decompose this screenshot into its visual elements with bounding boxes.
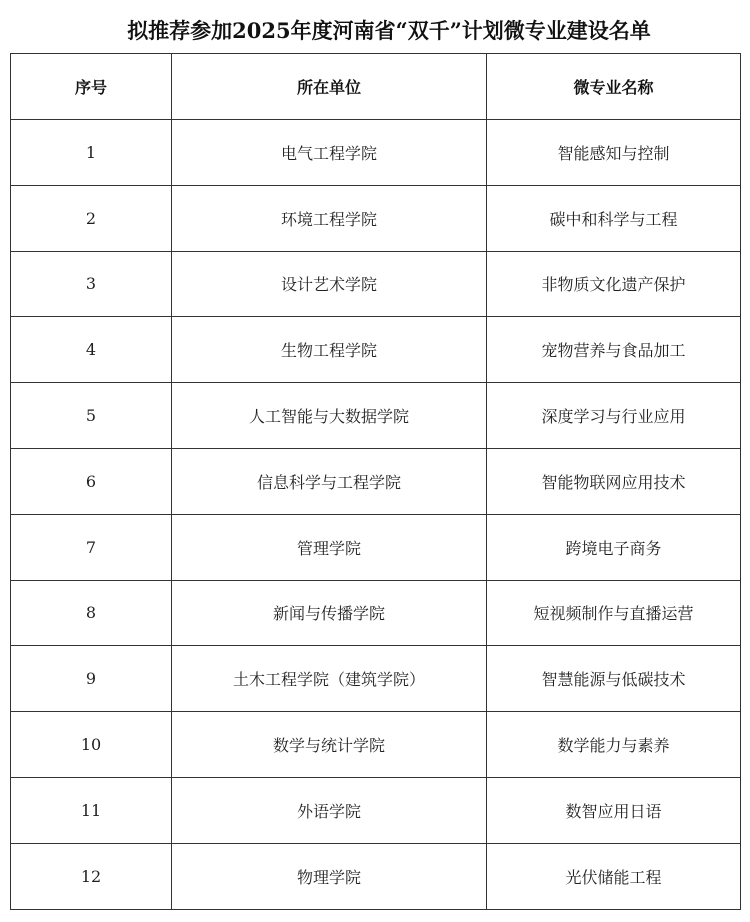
row-index: 12 — [11, 843, 172, 909]
table-row — [11, 580, 741, 646]
row-program: 跨境电子商务 — [487, 514, 741, 580]
table-row — [11, 448, 741, 514]
header-program: 微专业名称 — [487, 54, 741, 120]
row-program: 智慧能源与低碳技术 — [487, 646, 741, 712]
table-row — [11, 120, 741, 186]
table-row — [11, 383, 741, 449]
row-index: 4 — [11, 317, 172, 383]
row-program: 光伏储能工程 — [487, 843, 741, 909]
row-index: 7 — [11, 514, 172, 580]
row-unit: 信息科学与工程学院 — [172, 448, 487, 514]
row-program: 深度学习与行业应用 — [487, 383, 741, 449]
row-unit: 外语学院 — [172, 777, 487, 843]
row-index: 2 — [11, 185, 172, 251]
row-unit: 电气工程学院 — [172, 120, 487, 186]
row-program: 短视频制作与直播运营 — [487, 580, 741, 646]
row-unit: 物理学院 — [172, 843, 487, 909]
table-row — [11, 777, 741, 843]
row-index: 6 — [11, 448, 172, 514]
row-unit: 土木工程学院（建筑学院） — [172, 646, 487, 712]
row-unit: 环境工程学院 — [172, 185, 487, 251]
table-row — [11, 317, 741, 383]
table-row — [11, 514, 741, 580]
row-index: 9 — [11, 646, 172, 712]
header-index: 序号 — [11, 54, 172, 120]
row-unit: 人工智能与大数据学院 — [172, 383, 487, 449]
row-index: 5 — [11, 383, 172, 449]
row-index: 3 — [11, 251, 172, 317]
row-program: 宠物营养与食品加工 — [487, 317, 741, 383]
row-program: 智能物联网应用技术 — [487, 448, 741, 514]
row-unit: 管理学院 — [172, 514, 487, 580]
table-header-row — [11, 54, 741, 120]
row-index: 10 — [11, 712, 172, 778]
row-program: 数智应用日语 — [487, 777, 741, 843]
row-index: 1 — [11, 120, 172, 186]
row-program: 数学能力与素养 — [487, 712, 741, 778]
row-program: 智能感知与控制 — [487, 120, 741, 186]
table-row — [11, 646, 741, 712]
table-row — [11, 185, 741, 251]
row-unit: 生物工程学院 — [172, 317, 487, 383]
table-row — [11, 843, 741, 909]
row-program: 非物质文化遗产保护 — [487, 251, 741, 317]
row-index: 8 — [11, 580, 172, 646]
table-row — [11, 251, 741, 317]
table-row — [11, 712, 741, 778]
program-table — [10, 53, 741, 910]
row-unit: 新闻与传播学院 — [172, 580, 487, 646]
row-index: 11 — [11, 777, 172, 843]
row-unit: 设计艺术学院 — [172, 251, 487, 317]
page-title: 拟推荐参加2025年度河南省“双千”计划微专业建设名单 — [127, 18, 651, 43]
row-program: 碳中和科学与工程 — [487, 185, 741, 251]
header-unit: 所在单位 — [172, 54, 487, 120]
row-unit: 数学与统计学院 — [172, 712, 487, 778]
